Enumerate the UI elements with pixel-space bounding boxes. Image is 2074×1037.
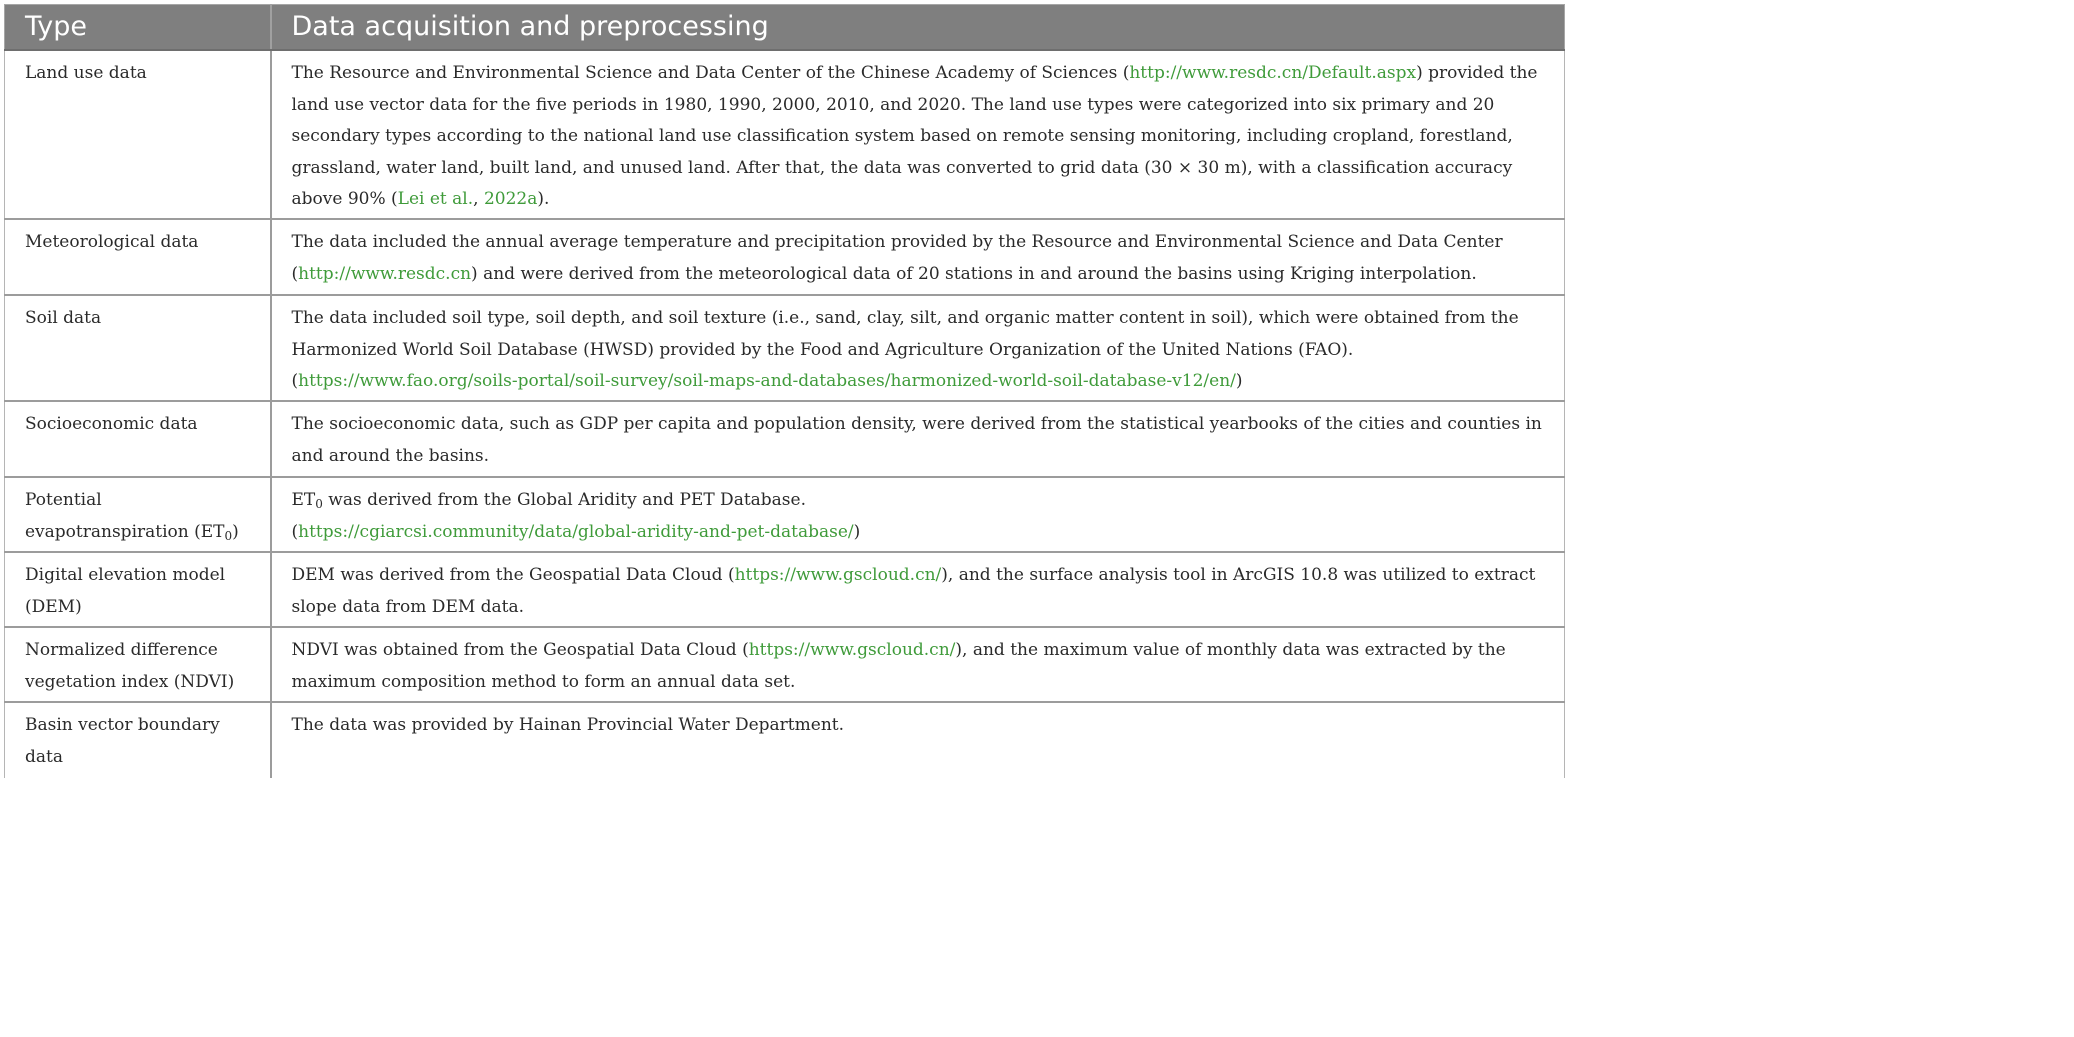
description-cell xyxy=(271,702,1565,778)
description-text: DEM was derived from the Geospatial Data Cloud ( xyxy=(291,565,735,585)
description-text: ET xyxy=(291,490,316,510)
description-text: ), and the surface analysis tool in ArcGIS 10.8 was utilized to extract slope data from DEM data. xyxy=(291,565,1536,617)
description-cell xyxy=(271,401,1565,477)
cgiarcsi-link[interactable]: https://cgiarcsi.community/data/global-aridity-and-pet-database/ xyxy=(298,521,854,542)
table-row xyxy=(5,50,1565,219)
description-text: ( xyxy=(291,521,299,542)
description-text: ( xyxy=(291,371,299,391)
description-text: ), and the maximum value of monthly data was extracted by the maximum composition method to form an annual data set. xyxy=(291,640,1506,692)
description-text: ) and were derived from the meteorological data of 20 stations in and around the basins using Kriging interpolation. xyxy=(471,263,1477,284)
description-text: ). xyxy=(537,189,550,209)
description-cell xyxy=(271,295,1565,401)
fao-hwsd-link[interactable]: https://www.fao.org/soils-portal/soil-survey/soil-maps-and-databases/harmonized-world-soil-database-v12/en/ xyxy=(298,371,1236,391)
type-text: (DEM) xyxy=(25,596,82,617)
type-text: Basin vector boundary xyxy=(25,715,220,735)
description-cell xyxy=(271,627,1565,702)
header-type: Type xyxy=(5,5,271,51)
type-cell xyxy=(5,477,271,552)
citation-author-link[interactable]: Lei et al. xyxy=(397,189,474,209)
type-cell: Land use data xyxy=(5,50,271,219)
description-text: The data was provided by Hainan Provincial Water Department. xyxy=(291,715,844,735)
type-cell: Socioeconomic data xyxy=(5,401,271,477)
type-text: Potential xyxy=(25,490,102,510)
table-row xyxy=(5,401,1565,477)
header-row xyxy=(5,5,1565,51)
description-text: The socioeconomic data, such as GDP per capita and population density, were derived from the statistical yearbooks of the cities and counties in and around the basins. xyxy=(291,414,1542,466)
citation-year-link[interactable]: 2022a xyxy=(483,189,538,209)
description-cell xyxy=(271,50,1565,219)
type-text: Normalized difference xyxy=(25,640,218,660)
type-cell xyxy=(5,627,271,702)
data-sources-table xyxy=(4,4,1565,778)
type-text: ) xyxy=(232,521,239,542)
description-text: The data included the annual average temperature and precipitation provided by the Resource and Environmental Science and Data Center ( xyxy=(291,232,1503,284)
gscloud-link[interactable]: https://www.gscloud.cn/ xyxy=(748,640,956,660)
description-text: was derived from the Global Aridity and PET Database. xyxy=(322,490,806,510)
resdc-link[interactable]: http://www.resdc.cn xyxy=(298,263,472,284)
description-text: The data included soil type, soil depth, and soil texture (i.e., sand, clay, silt, and organic matter content in soil), which were obtained from the Harmonized World Soil Database (HWSD) provided by the Food and Agriculture Organization of the United Nations (FAO). xyxy=(291,308,1519,360)
table-row xyxy=(5,477,1565,552)
subscript: 0 xyxy=(224,528,233,543)
type-text: evapotranspiration (ET xyxy=(25,521,225,542)
gscloud-link[interactable]: https://www.gscloud.cn/ xyxy=(734,565,942,585)
type-cell xyxy=(5,552,271,627)
table-row xyxy=(5,627,1565,702)
description-cell xyxy=(271,219,1565,295)
type-cell: Meteorological data xyxy=(5,219,271,295)
table-row xyxy=(5,295,1565,401)
description-cell xyxy=(271,552,1565,627)
description-text: ) provided the land use vector data for the five periods in 1980, 1990, 2000, 2010, and 2020. The land use types were categorized into six primary and 20 secondary types according to the national land use classification system based on remote sensing monitoring, including cropland, forestland, grassland, water land, built land, and unused land. After that, the data was converted to grid data (30 × 30 m), with a classification accuracy above 90% ( xyxy=(291,63,1538,209)
resdc-default-link[interactable]: http://www.resdc.cn/Default.aspx xyxy=(1129,63,1417,83)
type-text: vegetation index (NDVI) xyxy=(25,671,235,692)
type-cell: Soil data xyxy=(5,295,271,401)
description-text: ) xyxy=(853,521,861,542)
description-text: The Resource and Environmental Science and Data Center of the Chinese Academy of Sciences ( xyxy=(291,63,1130,83)
header-data-acquisition: Data acquisition and preprocessing xyxy=(271,5,1565,51)
table-row xyxy=(5,552,1565,627)
type-text: Digital elevation model xyxy=(25,565,226,585)
description-text: NDVI was obtained from the Geospatial Data Cloud ( xyxy=(291,640,749,660)
type-text: data xyxy=(25,746,63,767)
subscript: 0 xyxy=(315,497,323,511)
description-cell xyxy=(271,477,1565,552)
type-cell xyxy=(5,702,271,778)
description-text: ) xyxy=(1235,371,1243,391)
table-row xyxy=(5,702,1565,778)
table-row xyxy=(5,219,1565,295)
citation-separator: , xyxy=(473,189,484,209)
